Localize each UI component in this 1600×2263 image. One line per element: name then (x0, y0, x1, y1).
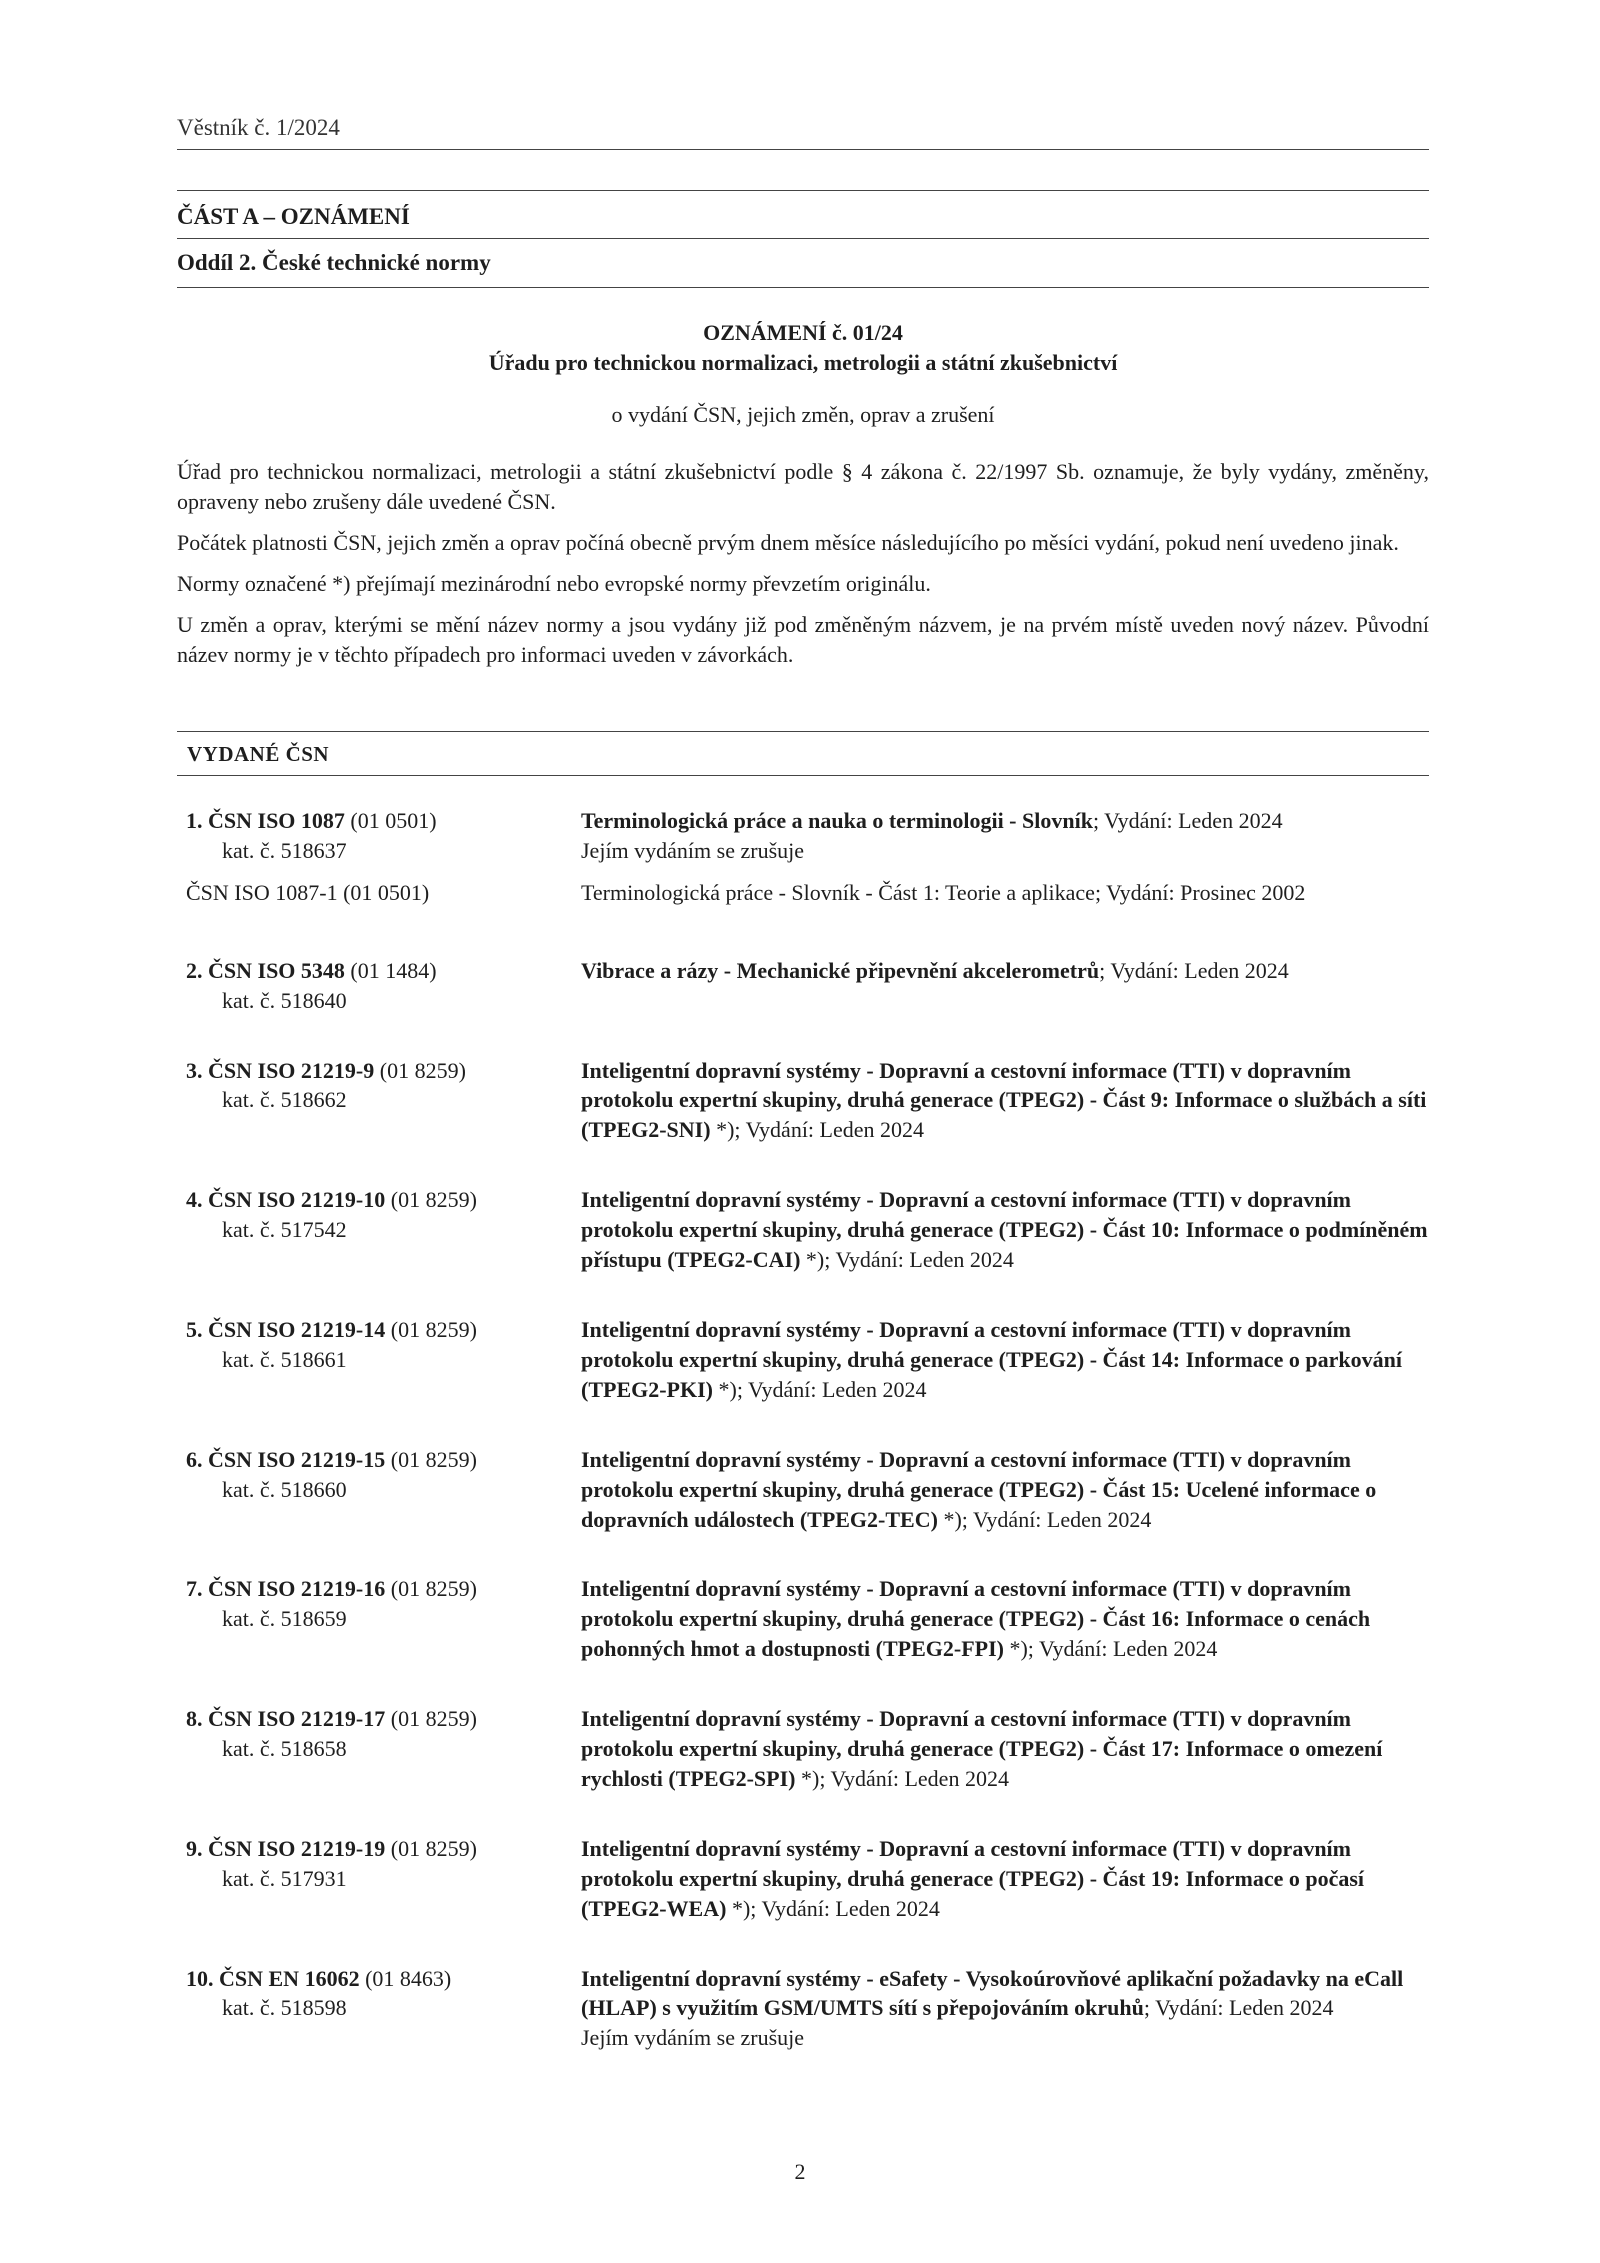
catalog-number: kat. č. 518658 (222, 1736, 347, 1762)
page-number: 2 (794, 2159, 806, 2184)
intro-paragraph: U změn a oprav, kterými se mění název normy a jsou vydány již pod změněným názvem, je na prvém místě uveden nový název. Původní název normy je v těchto případech pro informaci uveden v závorkách. (177, 611, 1429, 667)
standard-number: 7. ČSN ISO 21219-16 (186, 1576, 386, 1602)
standard-number: 9. ČSN ISO 21219-19 (186, 1835, 386, 1861)
issue-info: *); Vydání: Leden 2024 (726, 1895, 940, 1921)
standard-number: 3. ČSN ISO 21219-9 (186, 1057, 375, 1083)
entry-description (581, 1315, 1429, 1405)
cancellation-note: Jejím vydáním se zrušuje (581, 2025, 805, 2051)
entry-identifier (177, 1445, 581, 1535)
entry-description (581, 1964, 1429, 2054)
standard-number: 2. ČSN ISO 5348 (186, 957, 345, 983)
classification-code: (01 8259) (385, 1187, 477, 1213)
catalog-number: kat. č. 518598 (222, 1995, 347, 2021)
standard-number: 6. ČSN ISO 21219-15 (186, 1446, 386, 1472)
classification-code: (01 0501) (344, 808, 437, 833)
standard-title: Inteligentní dopravní systémy - Dopravní a cestovní informace (TTI) v dopravním protokolu expertní skupiny, druhá generace (TPEG2) - Část 10: Informace o podmíněném přístupu (TPEG2-CAI) (581, 1187, 1428, 1273)
issue-info: *); Vydání: Leden 2024 (795, 1765, 1009, 1791)
catalog-number: kat. č. 517542 (222, 1217, 347, 1243)
standard-entry (177, 1315, 1429, 1405)
intro-paragraph: Počátek platnosti ČSN, jejich změn a oprav počíná obecně prvým dnem měsíce následujícího po měsíci vydání, pokud není uvedeno jinak. (177, 529, 1399, 555)
entry-identifier (177, 1315, 581, 1405)
standard-title: Inteligentní dopravní systémy - Dopravní a cestovní informace (TTI) v dopravním protokolu expertní skupiny, druhá generace (TPEG2) - Část 15: Ucelené informace o dopravních událostech (TPEG2-TEC) (581, 1446, 1377, 1532)
part-title: ČÁST A – OZNÁMENÍ (177, 204, 410, 229)
standard-entry (177, 1445, 1429, 1535)
announcement-issuer: Úřadu pro technickou normalizaci, metrologii a státní zkušebnictví (488, 349, 1118, 375)
announcement-heading (177, 318, 1429, 430)
catalog-number: kat. č. 518637 (222, 837, 347, 863)
standard-title: Inteligentní dopravní systémy - Dopravní a cestovní informace (TTI) v dopravním protokolu expertní skupiny, druhá generace (TPEG2) - Část 9: Informace o službách a síti (TPEG2-SNI) (581, 1057, 1427, 1143)
cancelled-standard-title: Terminologická práce - Slovník - Část 1: Teorie a aplikace; Vydání: Prosinec 2002 (581, 879, 1306, 905)
standard-entry (177, 956, 1429, 1016)
classification-code: (01 8259) (385, 1446, 477, 1472)
header-rule (177, 149, 1429, 150)
entry-identifier (177, 1056, 581, 1146)
announcement-subject: o vydání ČSN, jejich změn, oprav a zrušení (611, 401, 995, 427)
catalog-number: kat. č. 518661 (222, 1346, 347, 1372)
entry-description (581, 1445, 1429, 1535)
issue-info: ; Vydání: Leden 2024 (1099, 957, 1289, 983)
classification-code: (01 1484) (344, 957, 437, 983)
standard-number: 4. ČSN ISO 21219-10 (186, 1187, 386, 1213)
section-title: Oddíl 2. České technické normy (177, 250, 491, 276)
intro-text (177, 457, 1429, 680)
issue-info: *); Vydání: Leden 2024 (713, 1376, 927, 1402)
classification-code: (01 8259) (385, 1576, 477, 1602)
entry-description (581, 1185, 1429, 1275)
entry-identifier (177, 1834, 581, 1924)
classification-code: (01 8463) (359, 1965, 452, 1991)
entry-identifier (177, 806, 581, 866)
classification-code: (01 8259) (385, 1706, 477, 1732)
standard-entry (177, 1964, 1429, 2054)
classification-code: (01 8259) (385, 1835, 477, 1861)
issue-info: *); Vydání: Leden 2024 (800, 1247, 1014, 1273)
standard-entry (177, 1056, 1429, 1146)
entry-description (581, 1704, 1429, 1794)
catalog-number: kat. č. 518659 (222, 1606, 347, 1632)
issue-info: *); Vydání: Leden 2024 (937, 1506, 1152, 1532)
standard-entry (177, 1834, 1429, 1924)
issued-title: VYDANÉ ČSN (187, 742, 330, 766)
classification-code: (01 8259) (374, 1057, 466, 1083)
catalog-number: kat. č. 518660 (222, 1476, 347, 1502)
standards-list (177, 806, 1429, 2081)
standard-title: Vibrace a rázy - Mechanické připevnění akcelerometrů (581, 957, 1100, 983)
entry-description (581, 1574, 1429, 1664)
entry-identifier (177, 1185, 581, 1275)
announcement-title: OZNÁMENÍ č. 01/24 (703, 320, 903, 345)
entry-identifier (177, 1704, 581, 1794)
standard-title: Terminologická práce a nauka o terminologii - Slovník (581, 808, 1093, 833)
standard-entry (177, 1185, 1429, 1275)
header-text: Věstník č. 1/2024 (177, 115, 340, 140)
entry-description (581, 956, 1429, 1016)
entry-identifier (177, 956, 581, 1016)
intro-paragraph: Úřad pro technickou normalizaci, metrologii a státní zkušebnictví podle § 4 zákona č. 22/1997 Sb. oznamuje, že byly vydány, změněny, opraveny nebo zrušeny dále uvedené ČSN. (177, 459, 1429, 514)
standard-title: Inteligentní dopravní systémy - Dopravní a cestovní informace (TTI) v dopravním protokolu expertní skupiny, druhá generace (TPEG2) - Část 14: Informace o parkování (TPEG2-PKI) (581, 1316, 1402, 1402)
standard-entry (177, 1574, 1429, 1664)
issue-info: *); Vydání: Leden 2024 (1003, 1636, 1218, 1662)
catalog-number: kat. č. 518640 (222, 987, 347, 1013)
standard-number: 10. ČSN EN 16062 (186, 1965, 360, 1991)
standard-title: Inteligentní dopravní systémy - Dopravní a cestovní informace (TTI) v dopravním protokolu expertní skupiny, druhá generace (TPEG2) - Část 16: Informace o cenách pohonných hmot a dostupnosti (TPEG2-FPI) (581, 1576, 1371, 1662)
catalog-number: kat. č. 518662 (222, 1087, 347, 1113)
entry-identifier (177, 1964, 581, 2054)
entry-description (581, 1056, 1429, 1146)
entry-identifier (177, 1574, 581, 1664)
part-heading-block (177, 190, 1429, 288)
part-rule-bottom (177, 287, 1429, 288)
issued-heading-block (177, 731, 1429, 776)
issue-info: ; Vydání: Leden 2024 (1092, 808, 1283, 833)
standard-title: Inteligentní dopravní systémy - eSafety - Vysokoúrovňové aplikační požadavky na eCall (HLAP) s využitím GSM/UMTS sítí s přepojováním okruhů (581, 1965, 1404, 2021)
classification-code: (01 8259) (385, 1316, 477, 1342)
issue-info: ; Vydání: Leden 2024 (1143, 1995, 1334, 2021)
catalog-number: kat. č. 517931 (222, 1865, 347, 1891)
standard-entry (177, 1704, 1429, 1794)
intro-paragraph: Normy označené *) přejímají mezinárodní nebo evropské normy převzetím originálu. (177, 570, 931, 596)
cancelled-standard (177, 878, 1429, 908)
issued-rule-bottom (177, 775, 1429, 776)
cancelled-standard-number: ČSN ISO 1087-1 (01 0501) (186, 879, 430, 905)
standard-number: 5. ČSN ISO 21219-14 (186, 1316, 386, 1342)
cancellation-note: Jejím vydáním se zrušuje (581, 837, 805, 863)
standard-title: Inteligentní dopravní systémy - Dopravní a cestovní informace (TTI) v dopravním protokolu expertní skupiny, druhá generace (TPEG2) - Část 19: Informace o počasí (TPEG2-WEA) (581, 1835, 1365, 1921)
standard-entry (177, 806, 1429, 866)
standard-number: 8. ČSN ISO 21219-17 (186, 1706, 386, 1732)
running-header (177, 112, 1429, 150)
entry-description (581, 806, 1429, 866)
standard-number: 1. ČSN ISO 1087 (186, 808, 345, 833)
standard-title: Inteligentní dopravní systémy - Dopravní a cestovní informace (TTI) v dopravním protokolu expertní skupiny, druhá generace (TPEG2) - Část 17: Informace o omezení rychlosti (TPEG2-SPI) (581, 1706, 1383, 1791)
issue-info: *); Vydání: Leden 2024 (710, 1117, 925, 1143)
entry-description (581, 1834, 1429, 1924)
